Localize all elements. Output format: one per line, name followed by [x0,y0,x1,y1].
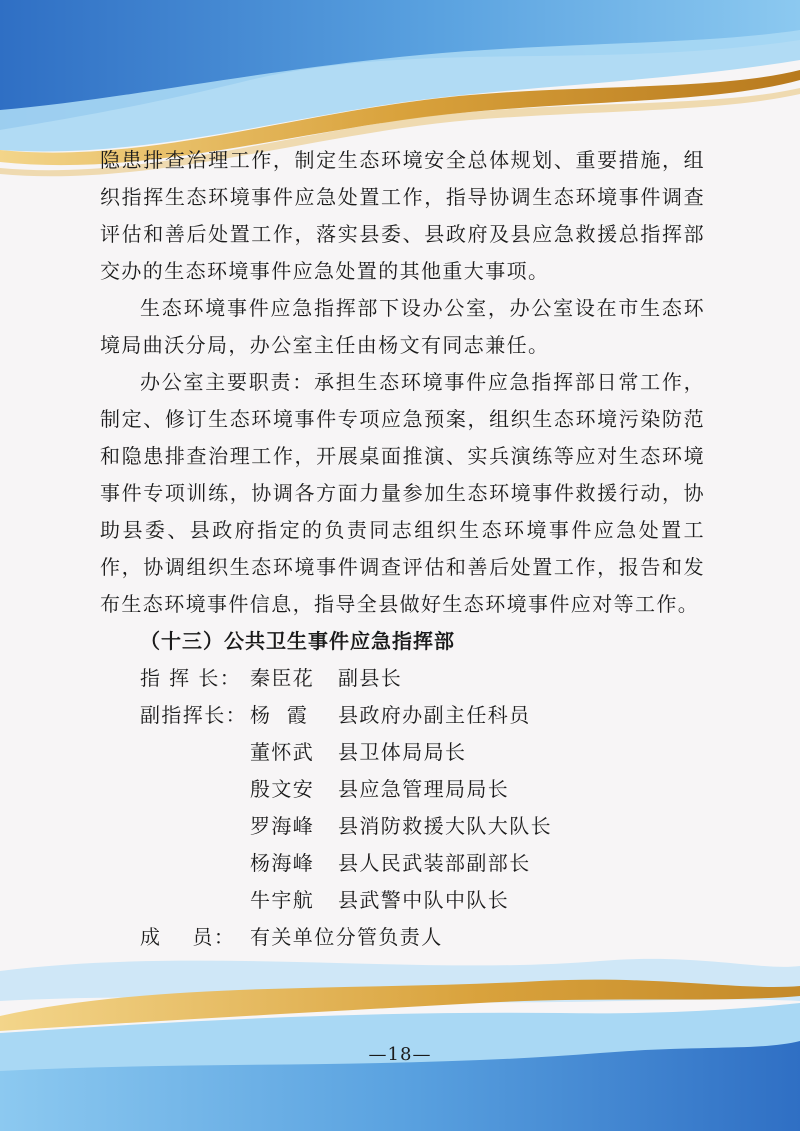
deputy-row [100,808,705,845]
page-number: —18— [368,1044,432,1065]
roster-name: 殷文安 [250,777,315,801]
deputy-row [100,771,705,808]
roster-name: 董怀武 [250,740,315,764]
roster-name: 罗海峰 [250,814,315,838]
roster-title: 县消防救援大队大队长 [338,814,552,838]
roster-name: 秦臣花 [250,666,315,690]
bottom-wave-decoration [0,941,800,1131]
deputy-row [100,734,705,771]
deputy-row [100,882,705,919]
document-body [100,142,705,956]
roster-title: 县应急管理局局长 [338,777,510,801]
commander-row [100,660,705,697]
roster-role: 副指挥长： [140,703,247,727]
paragraph-1: 隐患排查治理工作，制定生态环境安全总体规划、重要措施，组织指挥生态环境事件应急处置工作，指导协调生态环境事件调查评估和善后处置工作，落实县委、县政府及县应急救援总指挥部交办的生态环境事件应急处置的其他重大事项。 [100,148,705,283]
roster-title: 县人民武装部副部长 [338,851,531,875]
roster-name: 杨海峰 [250,851,315,875]
roster-name: 杨 霞 [250,703,309,727]
paragraph-2: 生态环境事件应急指挥部下设办公室，办公室设在市生态环境局曲沃分局，办公室主任由杨文有同志兼任。 [100,296,705,357]
section-heading: （十三）公共卫生事件应急指挥部 [140,629,455,653]
roster-title: 县卫体局局长 [338,740,467,764]
deputy-row [100,697,705,734]
roster-role: 指 挥 长： [140,666,242,690]
members-row [100,919,705,956]
roster-title: 县武警中队中队长 [338,888,510,912]
paragraph-3: 办公室主要职责：承担生态环境事件应急指挥部日常工作，制定、修订生态环境事件专项应急预案，组织生态环境污染防范和隐患排查治理工作，开展桌面推演、实兵演练等应对生态环境事件专项训练，协调各方面力量参加生态环境事件救援行动，协助县委、县政府指定的负责同志组织生态环境事件应急处置工作，协调组织生态环境事件调查评估和善后处置工作，报告和发布生态环境事件信息，指导全县做好生态环境事件应对等工作。 [100,370,705,616]
roster-title: 副县长 [338,666,403,690]
deputy-row [100,845,705,882]
roster-title: 有关单位分管负责人 [250,925,443,949]
roster [100,660,705,956]
roster-name: 牛宇航 [250,888,315,912]
roster-role: 成 员： [140,925,236,949]
roster-title: 县政府办副主任科员 [338,703,531,727]
